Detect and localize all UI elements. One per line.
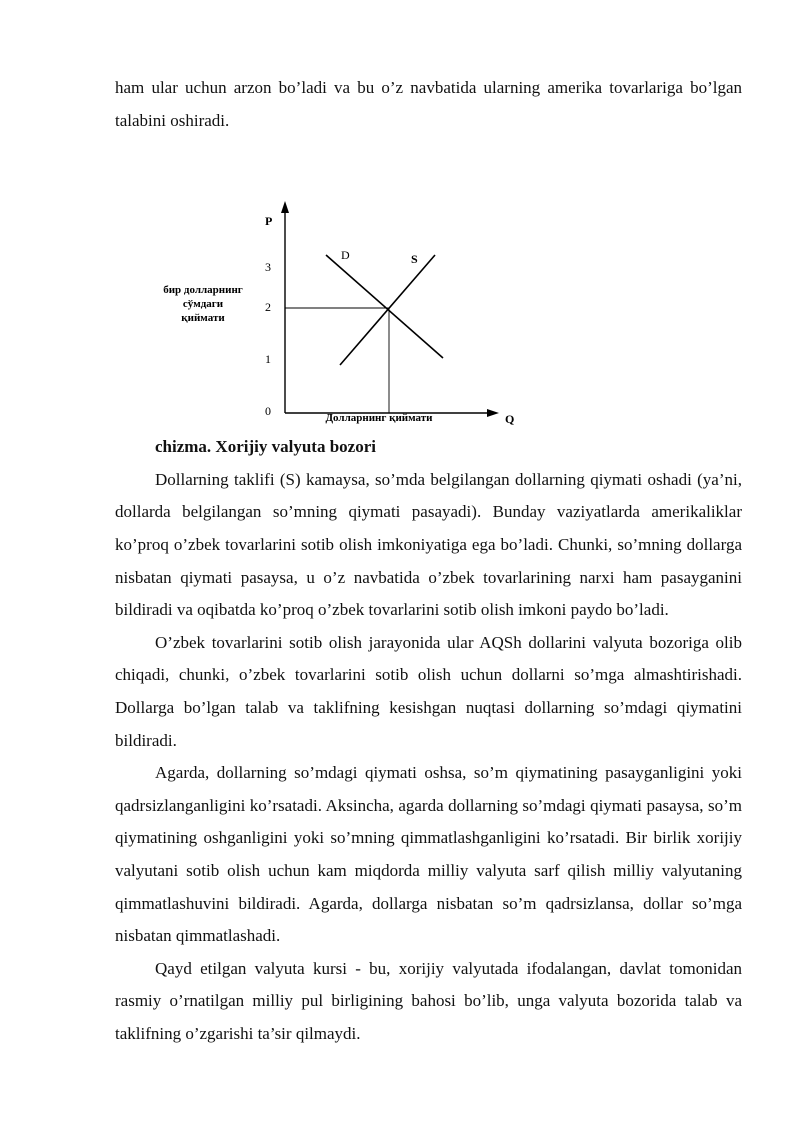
paragraph-1: Dollarning taklifi (S) kamaysa, so’mda belgilangan dollarning qiymati oshadi (ya’ni, dollarda belgilangan so’mning qiymati pasayadi). Bunday vaziyatlarda amerikaliklar ko’proq o’zbek tovarlarini sotib olish imkoniyatiga ega bo’ladi. Chunki, so’mning dollarga nisbatan qiymati pasaysa, u o’z navbatida o’zbek tovarlarining narxi ham pasayganini bildiradi va oqibatda ko’proq o’zbek tovarlarini sotib olish imkoni paydo bo’ladi. [115, 469, 742, 620]
y-title-line-2: сўмдаги [182, 298, 224, 311]
supply-label: S [411, 252, 418, 267]
currency-market-figure [115, 137, 742, 431]
y-title-line-1: бир долларнинг [163, 284, 243, 297]
paragraph-3: Agarda, dollarning so’mdagi qiymati oshsa, so’m qiymatining pasayganligini yoki qadrsizlanganligini ko’rsatadi. Aksincha, agarda dollarning so’mdagi qiymati pasaysa, so’m qiymatining oshganligini yoki so’mning qimmatlashganligini ko’rsatadi. Bir birlik xorijiy valyutani sotib olish uchun kam miqdorda milliy valyuta sarf qilish milliy valyutaning qimmatlashuvini bildiradi. Agarda, dollarga nisbatan so’m qadrsizlansa, dollar so’mga nisbatan qimmatlashadi. [115, 763, 742, 946]
tick-label-2: 2 [265, 300, 271, 315]
supply-demand-diagram [155, 137, 575, 431]
tick-label-0: 0 [265, 404, 271, 419]
paragraph-4: Qayd etilgan valyuta kursi - bu, xorijiy valyutada ifodalangan, davlat tomonidan rasmiy o’rnatilgan milliy pul birligining bahosi bo’lib, unga valyuta bozorida talab va taklifning o’zgarishi ta’sir qilmaydi. [115, 958, 742, 1043]
demand-label: D [341, 248, 350, 263]
supply-curve [340, 255, 435, 365]
tick-label-1: 1 [265, 352, 271, 367]
x-title: Долларнинг қиймати [325, 412, 433, 425]
tick-label-3: 3 [265, 260, 271, 275]
x-axis-label: Q [505, 412, 515, 427]
x-axis-arrow [487, 409, 499, 417]
y-title-line-3: қиймати [181, 312, 225, 325]
paragraph-2: O’zbek tovarlarini sotib olish jarayonida ular AQSh dollarini valyuta bozoriga olib chiqadi, chunki, o’zbek tovarlarini sotib olish uchun dollarni so’mga almashtirishadi. Dollarga bo’lgan talab va taklifning kesishgan nuqtasi dollarning so’mdagi qiymatini bildiradi. [115, 632, 742, 750]
y-axis-arrow [281, 201, 289, 213]
document-page [115, 72, 742, 1050]
y-axis-label: P [265, 214, 273, 229]
demand-curve [326, 255, 443, 358]
figure-caption: chizma. Xorijiy valyuta bozori [155, 437, 376, 457]
paragraph-intro: ham ular uchun arzon bo’ladi va bu o’z navbatida ularning amerika tovarlariga bo’lgan talabini oshiradi. [115, 78, 742, 130]
